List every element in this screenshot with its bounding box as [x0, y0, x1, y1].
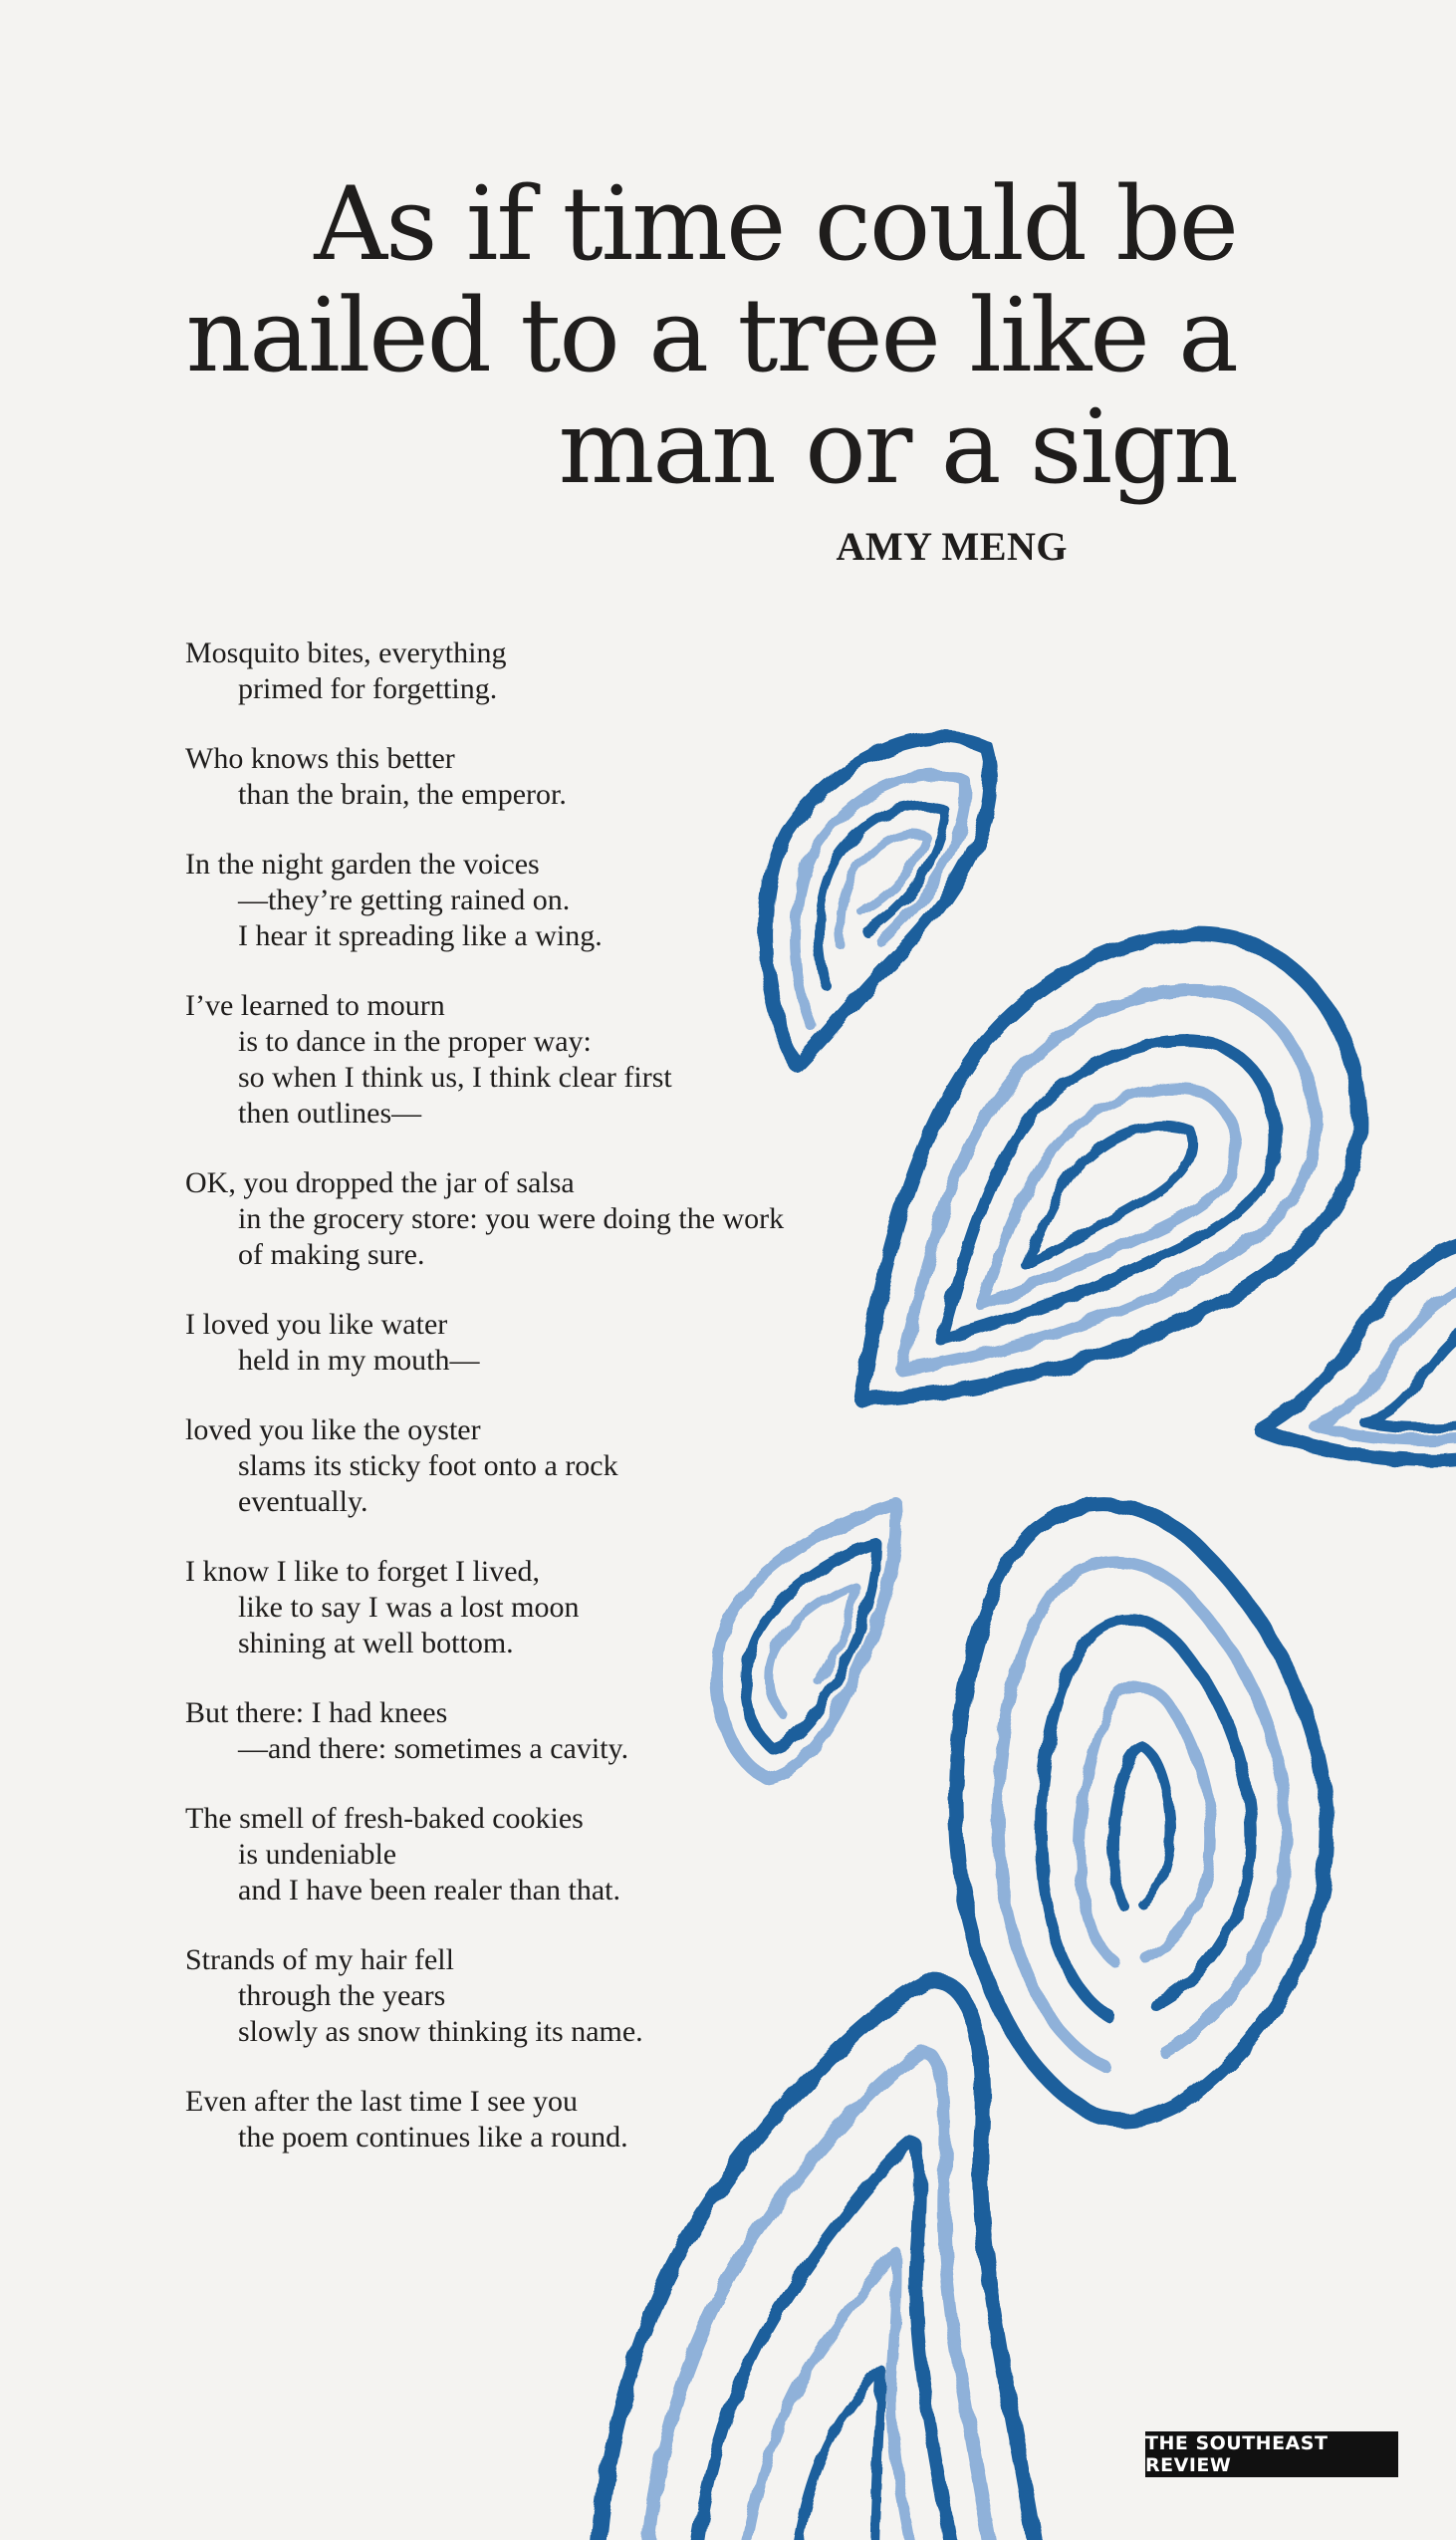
- poem-line: is to dance in the proper way:: [238, 1025, 592, 1058]
- publisher-badge: THE SOUTHEAST REVIEW: [1145, 2431, 1398, 2477]
- oyster-shape-bottom: [598, 1981, 1036, 2540]
- poem-line: held in my mouth—: [238, 1344, 480, 1377]
- poem-line: OK, you dropped the jar of salsa: [185, 1166, 575, 1199]
- poem-line: Who knows this better: [185, 742, 455, 775]
- oyster-shape-right-edge: [1260, 1245, 1456, 1460]
- poem-line: The smell of fresh-baked cookies: [185, 1802, 584, 1835]
- poem-line: slowly as snow thinking its name.: [238, 2015, 643, 2048]
- poem-author: AMY MENG: [836, 524, 1068, 569]
- poem-line: But there: I had knees: [185, 1696, 448, 1729]
- poem-line: I hear it spreading like a wing.: [238, 919, 603, 952]
- poem-line: eventually.: [238, 1485, 368, 1518]
- poem-line: of making sure.: [238, 1238, 425, 1271]
- oyster-shape-small-top: [766, 737, 991, 1066]
- poem-line: so when I think us, I think clear first: [238, 1061, 672, 1094]
- oyster-shape-large-middle: [861, 934, 1359, 1399]
- poem-line: slams its sticky foot onto a rock: [238, 1449, 618, 1482]
- poem-line: shining at well bottom.: [238, 1627, 514, 1659]
- oyster-shape-tall-lower: [956, 1505, 1328, 2121]
- poem-line: Strands of my hair fell: [185, 1943, 454, 1976]
- poem-line: Mosquito bites, everything: [185, 636, 507, 669]
- poem-line: primed for forgetting.: [238, 672, 498, 705]
- oyster-shape-small-lower: [717, 1504, 896, 1778]
- poem-line: the poem continues like a round.: [238, 2121, 628, 2154]
- poem-line: Even after the last time I see you: [185, 2085, 579, 2118]
- poem-line: then outlines—: [238, 1097, 422, 1130]
- poem-line: —they’re getting rained on.: [238, 884, 571, 916]
- poem-line: is undeniable: [238, 1838, 397, 1871]
- poem-line: than the brain, the emperor.: [238, 778, 567, 811]
- poem-line: I’ve learned to mourn: [185, 989, 445, 1022]
- poem-line: through the years: [238, 1979, 446, 2012]
- poem-line: like to say I was a lost moon: [238, 1591, 580, 1624]
- poem-line: I know I like to forget I lived,: [185, 1555, 541, 1588]
- poem-line: and I have been realer than that.: [238, 1874, 620, 1906]
- poem-title: As if time could be nailed to a tree like a man or a sign: [185, 165, 1237, 507]
- poem-line: in the grocery store: you were doing the work: [238, 1202, 785, 1235]
- poem-line: loved you like the oyster: [185, 1413, 481, 1446]
- poem-line: I loved you like water: [185, 1308, 448, 1341]
- poem-line: —and there: sometimes a cavity.: [238, 1732, 629, 1765]
- poem-line: In the night garden the voices: [185, 848, 540, 881]
